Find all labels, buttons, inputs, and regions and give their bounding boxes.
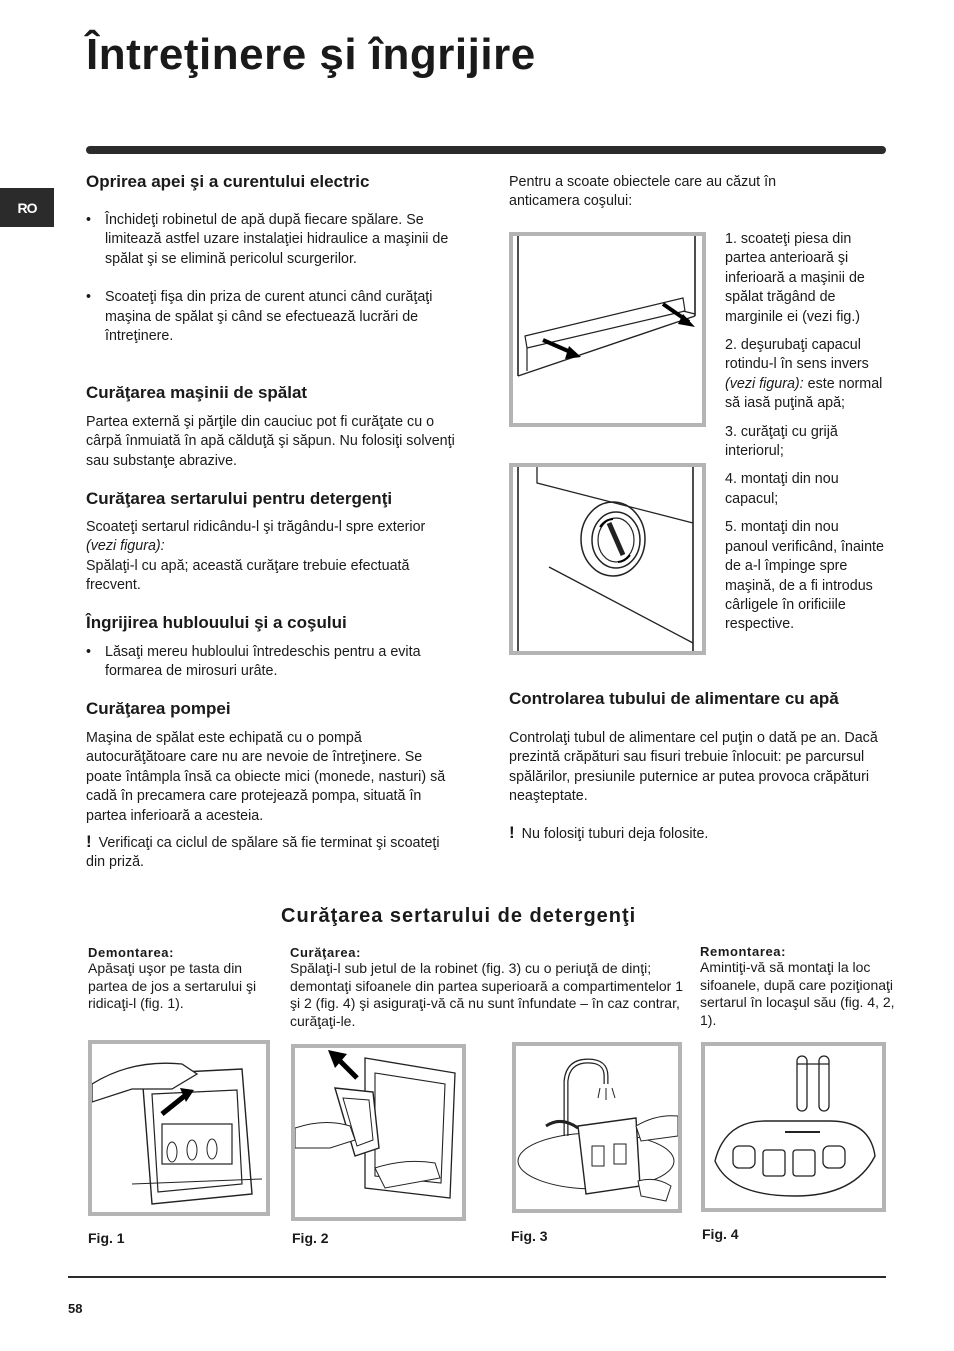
paragraph-supply-hose: Controlaţi tubul de alimentare cel puţin o dată pe an. Dacă prezintă crăpături sau fisuri trebuie înlocuit: pe parcursul spălărilor, presiunile puternice ar putea provoca crăpături neaşteptate. [509,730,878,805]
warning-icon: ! [509,823,515,842]
warning-pump [86,832,458,873]
figure-1 [88,1040,270,1216]
figure-3 [512,1042,682,1213]
page-number: 58 [68,1301,83,1316]
warning-text: Verificaţi ca ciclul de spălare să fie terminat şi scoateţi din priză. [86,835,440,871]
pump-cap-figure [509,463,706,655]
step-2-text-b: este normal să iasă puţină apă; [725,375,883,412]
section-heading-water-power: Oprirea apei şi a curentului electric [86,172,370,191]
figure-3-label: Fig. 3 [511,1228,548,1244]
figure-4-drawer-siphons [705,1046,882,1208]
step-2-text-a: 2. deşurubaţi capacul rotindu-l în sens invers [725,337,869,373]
pump-panel-figure [509,232,706,427]
figure-2-label: Fig. 2 [292,1230,329,1246]
step-2-italic: (vezi figura): [725,375,804,392]
column-removal [88,945,268,1013]
figure-4 [701,1042,886,1212]
warning-supply-hose [509,823,887,844]
header-rule [86,146,886,154]
list-item: • Lăsaţi mereu hubloului întredeschis pentru a evita formarea de mirosuri urâte. [86,643,456,682]
cleaning-text: Spălaţi-l sub jetul de la robinet (fig. 3) cu o periuţă de dinţi; demontaţi sifoanele din partea superioară a compartimentelor 1 şi 2 (fig. 4) şi asiguraţi-vă că nu sunt înfundate – în caz contrar, curăţaţi-le. [290,960,684,1029]
language-tab: RO [0,188,54,227]
pump-panel-illustration [513,236,702,423]
warning-icon: ! [86,832,92,851]
pump-cap-illustration [513,467,702,651]
list-item: • Închideţi robinetul de apă după fiecare spălare. Se limitează astfel uzare instalaţiei hidraulice a maşinii de spălat şi se elimină pericolul scurgerilor. [86,211,456,269]
cleaning-title: Curăţarea: [290,945,362,960]
refit-title: Remontarea: [700,944,787,959]
figure-4-label: Fig. 4 [702,1226,739,1242]
step-5: 5. montaţi din nou panoul verificând, înainte de a-l împinge spre maşină, de a fi introdus cârligele în orificiile respective. [725,519,884,633]
bullet-list-water-power [86,211,456,346]
column-refit [700,944,895,1029]
section-heading-door-drum: Îngrijirea hublouului şi a coşului [86,613,347,632]
warning-text: Nu folosiţi tuburi deja folosite. [521,826,709,842]
pump-intro: Pentru a scoate obiectele care au căzut în anticamera coşului: [509,174,777,210]
figure-2-drawer-handling [295,1048,462,1217]
figure-1-drawer-removal [92,1044,266,1212]
paragraph-drawer-cleaning [86,518,458,596]
drawer-text-italic: (vezi figura): [86,538,165,555]
step-3: 3. curăţaţi cu grijă interiorul; [725,423,838,460]
drawer-text-b: Spălaţi-l cu apă; această curăţare trebuie efectuată frecvent. [86,557,410,594]
section-heading-supply-hose: Controlarea tubului de alimentare cu apă [509,689,839,708]
pump-steps [725,230,885,644]
figure-2 [291,1044,466,1221]
figure-3-tap-washing [516,1046,678,1209]
section-heading-drawer-cleaning: Curăţarea sertarului pentru detergenţi [86,489,393,508]
removal-text: Apăsaţi uşor pe tasta din partea de jos a sertarului şi ridicaţi-l (fig. 1). [88,960,257,1011]
drawer-text-a: Scoateţi sertarul ridicându-l şi trăgându-l spre exterior [86,519,426,535]
removal-title: Demontarea: [88,945,175,960]
paragraph-machine-cleaning: Partea externă şi părţile din cauciuc pot fi curăţate cu o cârpă înmuiată în apă călduţă şi săpun. Nu folosiţi solvenţi sau substanţe abrazive. [86,414,455,469]
paragraph-pump: Maşina de spălat este echipată cu o pompă autocurăţătoare care nu are nevoie de întreţinere. Se poate întâmpla însă ca obiecte mici (monede, nasturi) să cadă în precamera care protejează pompa, situată în partea inferioară a acesteia. [86,730,446,824]
section-heading-machine-cleaning: Curăţarea maşinii de spălat [86,383,308,402]
section-heading-pump: Curăţarea pompei [86,699,231,718]
page-title: Întreţinere şi îngrijire [86,30,536,79]
footer-rule [68,1276,886,1278]
step-2 [725,336,885,414]
step-4: 4. montaţi din nou capacul; [725,471,839,507]
list-item: • Scoateţi fişa din priza de curent atunci când curăţaţi maşina de spălat şi când se efectuează lucrări de întreţinere. [86,288,456,346]
refit-text: Amintiţi-vă să montaţi la loc sifoanele, după care poziţionaţi sertarul în locaşul său (fig. 4, 2, 1). [700,959,895,1028]
bullet-list-door-drum [86,643,456,682]
drawer-section-heading: Curăţarea sertarului de detergenţi [281,905,637,927]
step-1: 1. scoateţi piesa din partea anterioară şi inferioară a maşinii de spălat trăgând de marginile ei (vezi fig.) [725,231,865,325]
column-cleaning [290,945,685,1030]
figure-1-label: Fig. 1 [88,1230,125,1246]
